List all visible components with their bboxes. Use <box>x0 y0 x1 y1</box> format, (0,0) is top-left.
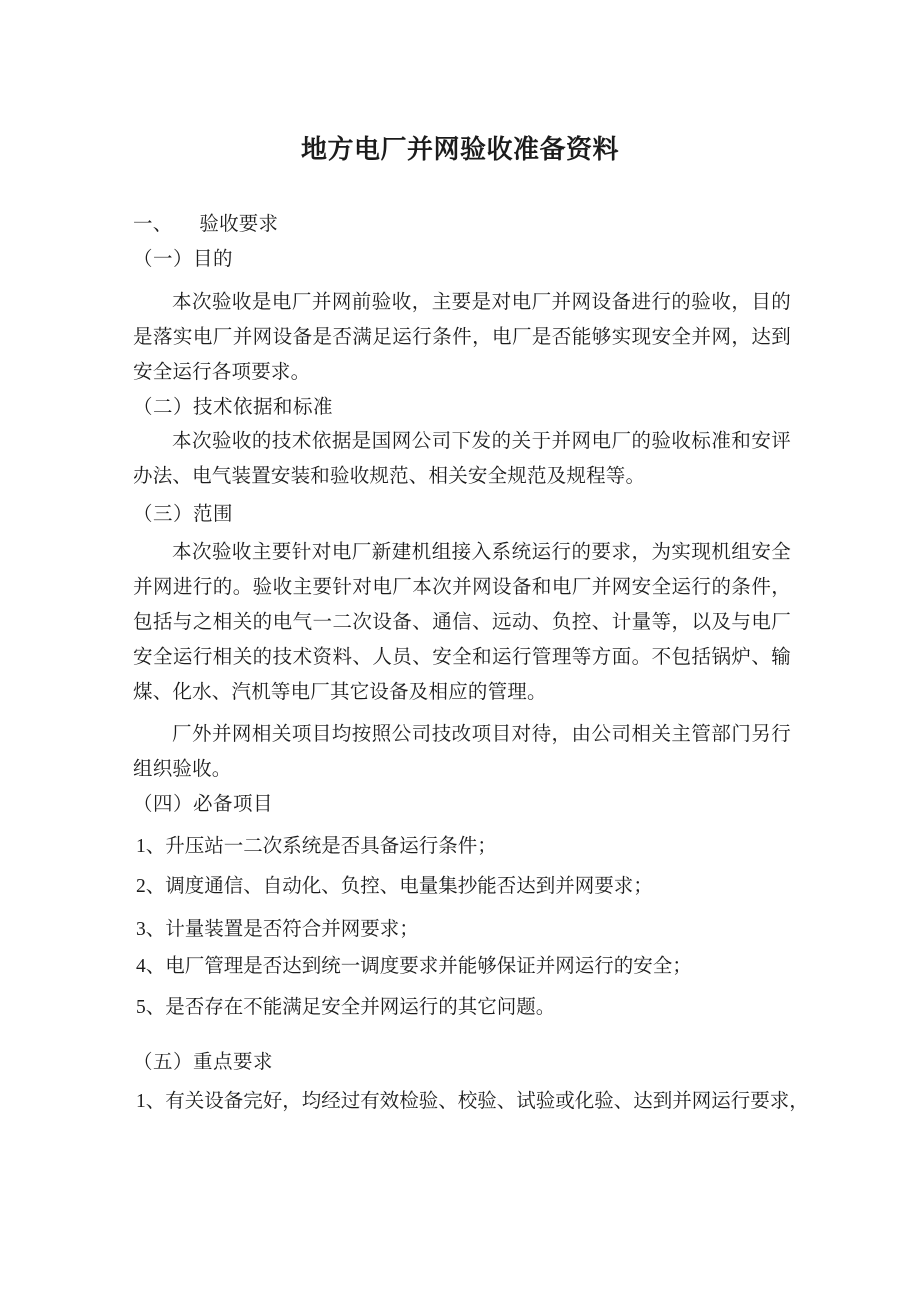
chapter-heading <box>133 207 791 242</box>
paragraph-purpose: 本次验收是电厂并网前验收，主要是对电厂并网设备进行的验收，目的是落实电厂并网设备是否满足运行条件，电厂是否能够实现安全并网，达到安全运行各项要求。 <box>133 292 791 383</box>
required-item-1: 1、升压站一二次系统是否具备运行条件； <box>136 836 497 857</box>
required-item-2: 2、调度通信、自动化、负控、电量集抄能否达到并网要求； <box>136 876 653 897</box>
key-requirement-item-1: 1、有关设备完好，均经过有效检验、校验、试验或化验、达到并网运行要求， <box>136 1091 809 1112</box>
document-title: 地方电厂并网验收准备资料 <box>300 135 619 164</box>
paragraph-scope-1: 本次验收主要针对电厂新建机组接入系统运行的要求，为实现机组安全并网进行的。验收主要针对电厂本次并网设备和电厂并网安全运行的条件，包括与之相关的电气一二次设备、通信、远动、负控、计量等，以及与电厂安全运行相关的技术资料、人员、安全和运行管理等方面。不包括锅炉、输煤、化水、汽机等电厂其它设备及相应的管理。 <box>133 542 791 703</box>
chapter-title: 验收要求 <box>199 214 279 235</box>
section-heading-key-requirements: （五）重点要求 <box>133 1052 274 1073</box>
required-item-5: 5、是否存在不能满足安全并网运行的其它问题。 <box>136 997 556 1018</box>
section-heading-required-items: （四）必备项目 <box>133 794 274 815</box>
paragraph-scope-2: 厂外并网相关项目均按照公司技改项目对待，由公司相关主管部门另行组织验收。 <box>133 724 791 780</box>
paragraph-standards: 本次验收的技术依据是国网公司下发的关于并网电厂的验收标准和安评办法、电气装置安装和验收规范、相关安全规范及规程等。 <box>133 431 791 487</box>
section-heading-scope: （三）范围 <box>133 504 234 525</box>
required-item-3: 3、计量装置是否符合并网要求； <box>136 919 419 940</box>
section-heading-standards: （二）技术依据和标准 <box>133 397 334 418</box>
chapter-number: 一、 <box>133 214 173 235</box>
required-item-4: 4、电厂管理是否达到统一调度要求并能够保证并网运行的安全； <box>136 956 692 977</box>
section-heading-purpose: （一）目的 <box>133 249 234 270</box>
